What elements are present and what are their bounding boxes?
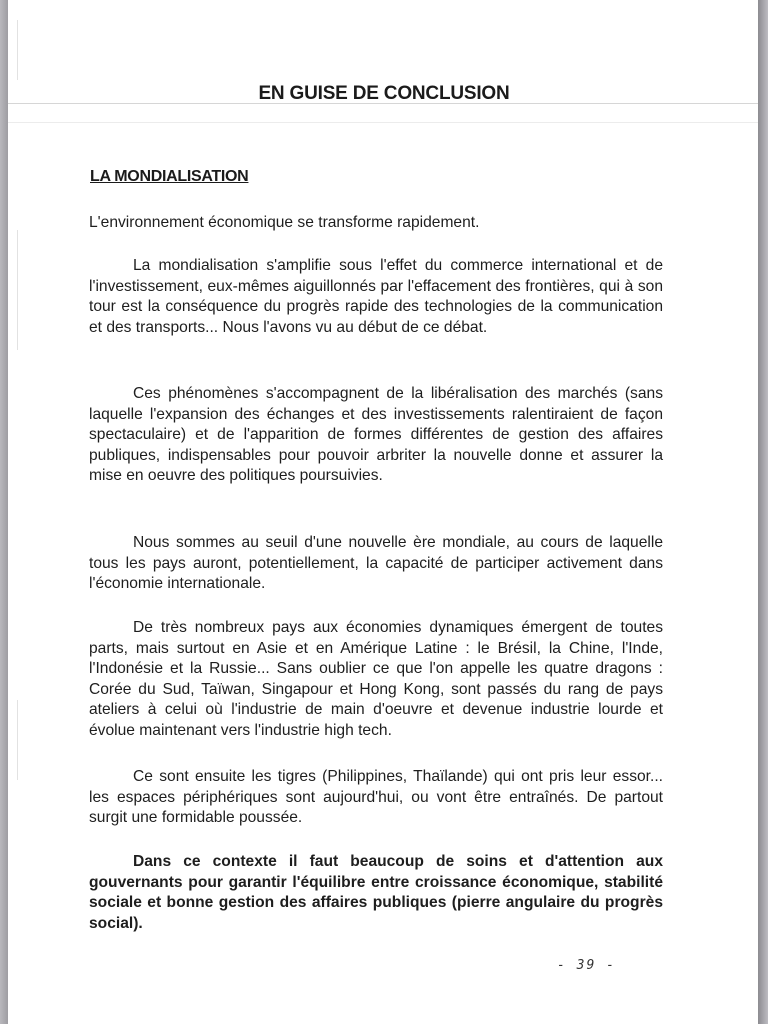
paragraph-conclusion: Dans ce contexte il faut beaucoup de soins et d'attention aux gouvernants pour garantir l'équilibre entre croissance économique, stabilité sociale et bonne gestion des affaires publiques (pierre angulaire du progrès social). [89,853,663,932]
fold-line-secondary [8,122,758,123]
paragraph-pays-emergents: De très nombreux pays aux économies dynamiques émergent de toutes parts, mais surtout en Asie et en Amérique Latine : le Brésil, la Chine, l'Inde, l'Indonésie et la Russie... Sans oublier ce que l'on appelle les quatre dragons : Corée du Sud, Taïwan, Singapour et Hong Kong, sont passés du rang de pays ateliers à celui où l'industrie de main d'oeuvre et devenue industrie lourde et évolue maintenant vers l'industrie high tech. [89,619,663,739]
paragraph-nouvelle-ere: Nous sommes au seuil d'une nouvelle ère mondiale, au cours de laquelle tous les pays auront, potentiellement, la capacité de participer activement dans l'économie internationale. [89,534,663,593]
margin-mark [17,700,18,780]
paragraph-mondialisation: La mondialisation s'amplifie sous l'effet du commerce international et de l'investissement, eux-mêmes aiguillonnés par l'effacement des frontières, qui à son tour est la conséquence du progrès rapide des technologies de la communication et des transports... Nous l'avons vu au début de ce débat. [89,257,663,336]
margin-mark [17,230,18,350]
page-left-edge [0,0,8,1024]
section-heading: LA MONDIALISATION [90,168,249,185]
margin-mark [17,20,18,80]
paragraph-phenomenes: Ces phénomènes s'accompagnent de la libéralisation des marchés (sans laquelle l'expansion des échanges et des investissements ralentiraient de façon spectaculaire) et de l'apparition de formes différentes de gestion des affaires publiques, indispensables pour pouvoir arbriter la nouvelle donne et assurer la mise en oeuvre des politiques poursuivies. [89,385,663,485]
page-number: - 39 - [557,958,616,973]
page-title: EN GUISE DE CONCLUSION [258,83,510,104]
page-right-edge [758,0,768,1024]
paragraph-intro: L'environnement économique se transforme rapidement. [89,214,480,231]
paragraph-tigres: Ce sont ensuite les tigres (Philippines, Thaïlande) qui ont pris leur essor... les espaces périphériques sont aujourd'hui, ou vont être entraînés. De partout surgit une formidable poussée. [89,768,663,827]
